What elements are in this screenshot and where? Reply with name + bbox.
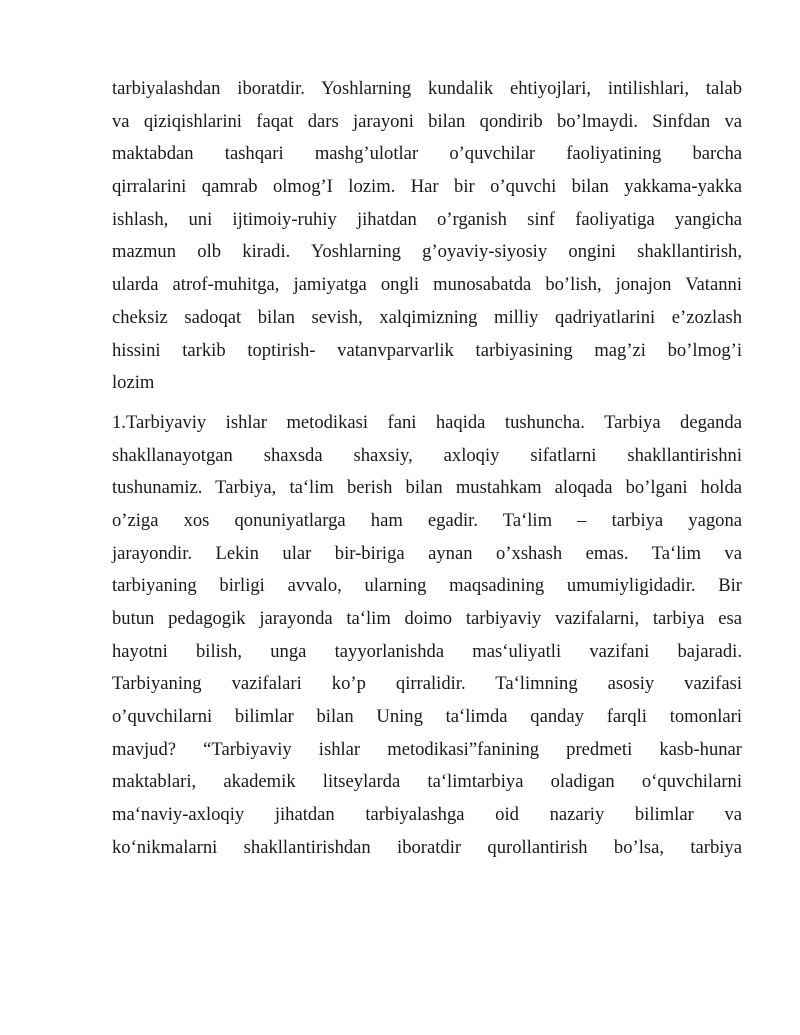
text-line: tarbiyalashdan iboratdir. Yoshlarning kundalik ehtiyojlari, intilishlari, talab: [112, 78, 742, 99]
text-line: maktabdan tashqari mashg’ulotlar o’quvchilar faoliyatining barcha: [112, 143, 742, 165]
text-line: lozim: [112, 372, 155, 394]
text-line: o’ziga xos qonuniyatlarga ham egadir. Ta‘lim – tarbiya yagona: [112, 509, 742, 531]
text-line: ko‘nikmalarni shakllantirishdan iboratdir qurollantirish bo’lsa, tarbiya: [112, 836, 742, 858]
text-line: butun pedagogik jarayonda ta‘lim doimo tarbiyaviy vazifalarni, tarbiya esa: [112, 608, 742, 629]
paragraph-1: [112, 73, 742, 400]
text-line: ishlash, uni ijtimoiy-ruhiy jihatdan o’rganish sinf faoliyatiga yangicha: [112, 208, 742, 230]
text-line: tushunamiz. Tarbiya, ta‘lim berish bilan mustahkam aloqada bo’lgani holda: [112, 477, 742, 499]
text-line: va qiziqishlarini faqat dars jarayoni bilan qondirib bo’lmaydi. Sinfdan va: [112, 110, 742, 132]
text-line: o’quvchilarni bilimlar bilan Uning ta‘limda qanday farqli tomonlari: [112, 706, 742, 728]
text-line: qirralarini qamrab olmog’I lozim. Har bir o’quvchi bilan yakkama-yakka: [112, 176, 742, 198]
text-line: mazmun olb kiradi. Yoshlarning g’oyaviy-siyosiy ongini shakllantirish,: [112, 241, 742, 263]
document-page: [112, 73, 742, 865]
text-line: hissini tarkib toptirish- vatanvparvarlik tarbiyasining mag’zi bo’lmog’i: [112, 339, 742, 361]
text-line: ularda atrof-muhitga, jamiyatga ongli munosabatda bo’lish, jonajon Vatanni: [112, 274, 742, 296]
text-line: 1.Tarbiyaviy ishlar metodikasi fani haqida tushuncha. Tarbiya deganda: [112, 411, 742, 433]
text-line: hayotni bilish, unga tayyorlanishda mas‘uliyatli vazifani bajaradi.: [112, 640, 742, 662]
paragraph-spacing: [112, 400, 742, 407]
text-line: mavjud? “Tarbiyaviy ishlar metodikasi”fanining predmeti kasb-hunar: [112, 738, 742, 760]
text-line: Tarbiyaning vazifalari ko’p qirralidir. Ta‘limning asosiy vazifasi: [112, 673, 742, 695]
text-line: shakllanayotgan shaxsda shaxsiy, axloqiy sifatlarni shakllantirishni: [112, 444, 742, 466]
text-line: maktablari, akademik litseylarda ta‘limtarbiya oladigan o‘quvchilarni: [112, 771, 742, 793]
text-line: cheksiz sadoqat bilan sevish, xalqimizning milliy qadriyatlarini e’zozlash: [112, 306, 742, 328]
paragraph-2: [112, 407, 742, 865]
text-line: tarbiyaning birligi avvalo, ularning maqsadining umumiyligidadir. Bir: [112, 575, 742, 597]
text-line: jarayondir. Lekin ular bir-biriga aynan o’xshash emas. Ta‘lim va: [112, 542, 742, 564]
text-line: ma‘naviy-axloqiy jihatdan tarbiyalashga oid nazariy bilimlar va: [112, 804, 742, 826]
